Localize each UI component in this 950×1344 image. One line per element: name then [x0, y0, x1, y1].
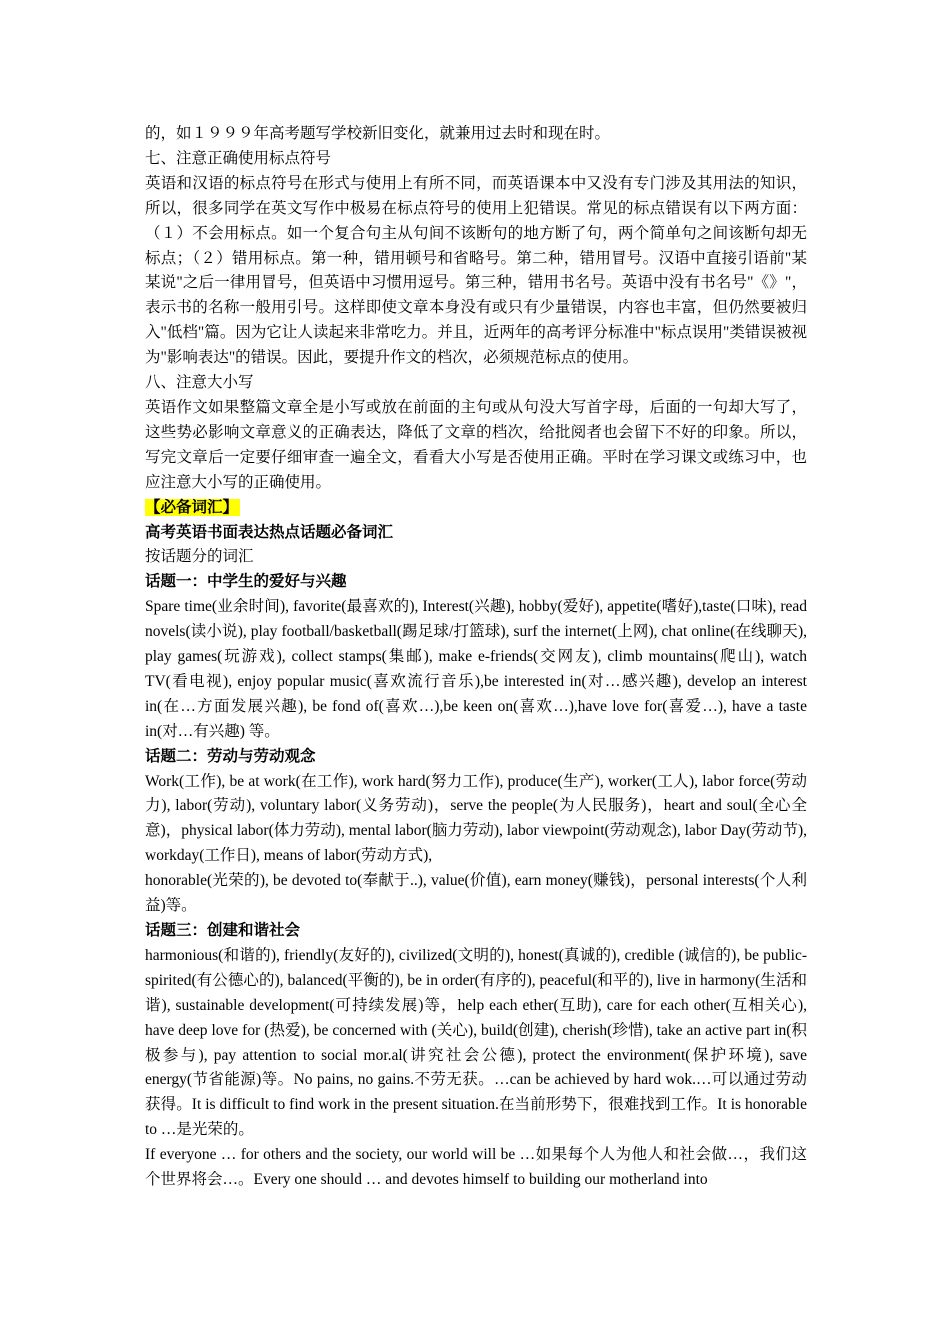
- document-body: [145, 122, 807, 1193]
- paragraph: 英语作文如果整篇文章全是小写或放在前面的主句或从句没大写首字母，后面的一句却大写了，这些势必影响文章意义的正确表达，降低了文章的档次，给批阅者也会留下不好的印象。所以，写完文章后一定要仔细审查一遍全文，看看大小写是否使用正确。平时在学习课文或练习中，也应注意大小写的正确使用。: [145, 398, 807, 491]
- topic-heading-3: 话题三：创建和谐社会: [145, 922, 301, 939]
- paragraph: Spare time(业余时间), favorite(最喜欢的), Interest(兴趣), hobby(爱好), appetite(嗜好),taste(口味), read novels(读小说), play football/basketball(踢足球/打篮球), surf the internet(上网), chat online(在线聊天), play games(玩游戏), collect stamps(集邮), make e-friends(交网友), climb mountains(爬山), watch TV(看电视), enjoy popular music(喜欢流行音乐),be interested in(对…感兴趣), develop an interest in(在…方面发展兴趣), be fond of(喜欢…),be keen on(喜欢…),have love for(喜爱…), have a taste in(对…有兴趣) 等。: [145, 598, 807, 740]
- section-heading-capitalization: 八、注意大小写: [145, 374, 254, 392]
- paragraph: Work(工作), be at work(在工作), work hard(努力工作), produce(生产), worker(工人), labor force(劳动力), labor(劳动), voluntary labor(义务劳动)，serve the people(为人民服务)，heart and soul(全心全意)，physical labor(体力劳动), mental labor(脑力劳动), labor viewpoint(劳动观念), labor Day(劳动节), workday(工作日), means of labor(劳动方式),: [145, 772, 807, 865]
- section-heading-punctuation: 七、注意正确使用标点符号: [145, 149, 332, 167]
- highlighted-heading-wrapper: [145, 496, 807, 521]
- paragraph: 的，如１９９９年高考题写学校新旧变化，就兼用过去时和现在时。: [145, 125, 611, 142]
- paragraph: harmonious(和谐的), friendly(友好的), civilized(文明的), honest(真诚的), credible (诚信的), be public-spirited(有公德心的), balanced(平衡的), be in order(有序的), peaceful(和平的), live in harmony(生活和谐), sustainable development(可持续发展)等，help each ether(互助), care for each other(互相关心), have deep love for (热爱), be concerned with (关心), build(创建), cherish(珍惜), take an active part in(积极参与), pay attention to social mor.al(讲究社会公德), protect the environment(保护环境), save energy(节省能源)等。No pains, no gains.不劳无获。…can be achieved by hard wok.…可以通过劳动获得。It is difficult to find work in the present situation.在当前形势下，很难找到工作。It is honorable to …是光荣的。: [145, 946, 807, 1139]
- vocab-title: 高考英语书面表达热点话题必备词汇: [145, 523, 394, 541]
- vocab-subtitle: 按话题分的词汇: [145, 548, 254, 566]
- topic-heading-1: 话题一：中学生的爱好与兴趣: [145, 573, 347, 591]
- highlighted-heading: 【必备词汇】: [145, 498, 239, 516]
- paragraph: honorable(光荣的), be devoted to(奉献于..), value(价值), earn money(赚钱)，personal interests(个人利益)等。: [145, 872, 807, 915]
- topic-heading-2: 话题二：劳动与劳动观念: [145, 747, 316, 765]
- paragraph: If everyone … for others and the society, our world will be …如果每个人为他人和社会做…，我们这个世界将会…。Every one should … and devotes himself to building our motherland into: [145, 1146, 807, 1189]
- paragraph: 英语和汉语的标点符号在形式与使用上有所不同，而英语课本中又没有专门涉及其用法的知识，所以，很多同学在英文写作中极易在标点符号的使用上犯错误。常见的标点错误有以下两方面：（１）不会用标点。如一个复合句主从句间不该断句的地方断了句，两个简单句之间该断句却无标点；（２）错用标点。第一种，错用顿号和省略号。第二种，错用冒号。汉语中直接引语前"某某说"之后一律用冒号，但英语中习惯用逗号。第三种，错用书名号。英语中没有书名号"《》"，表示书的名称一般用引号。这样即使文章本身没有或只有少量错误，内容也丰富，但仍然要被归入"低档"篇。因为它让人读起来非常吃力。并且，近两年的高考评分标准中"标点误用"类错误被视为"影响表达"的错误。因此，要提升作文的档次，必须规范标点的使用。: [145, 174, 807, 367]
